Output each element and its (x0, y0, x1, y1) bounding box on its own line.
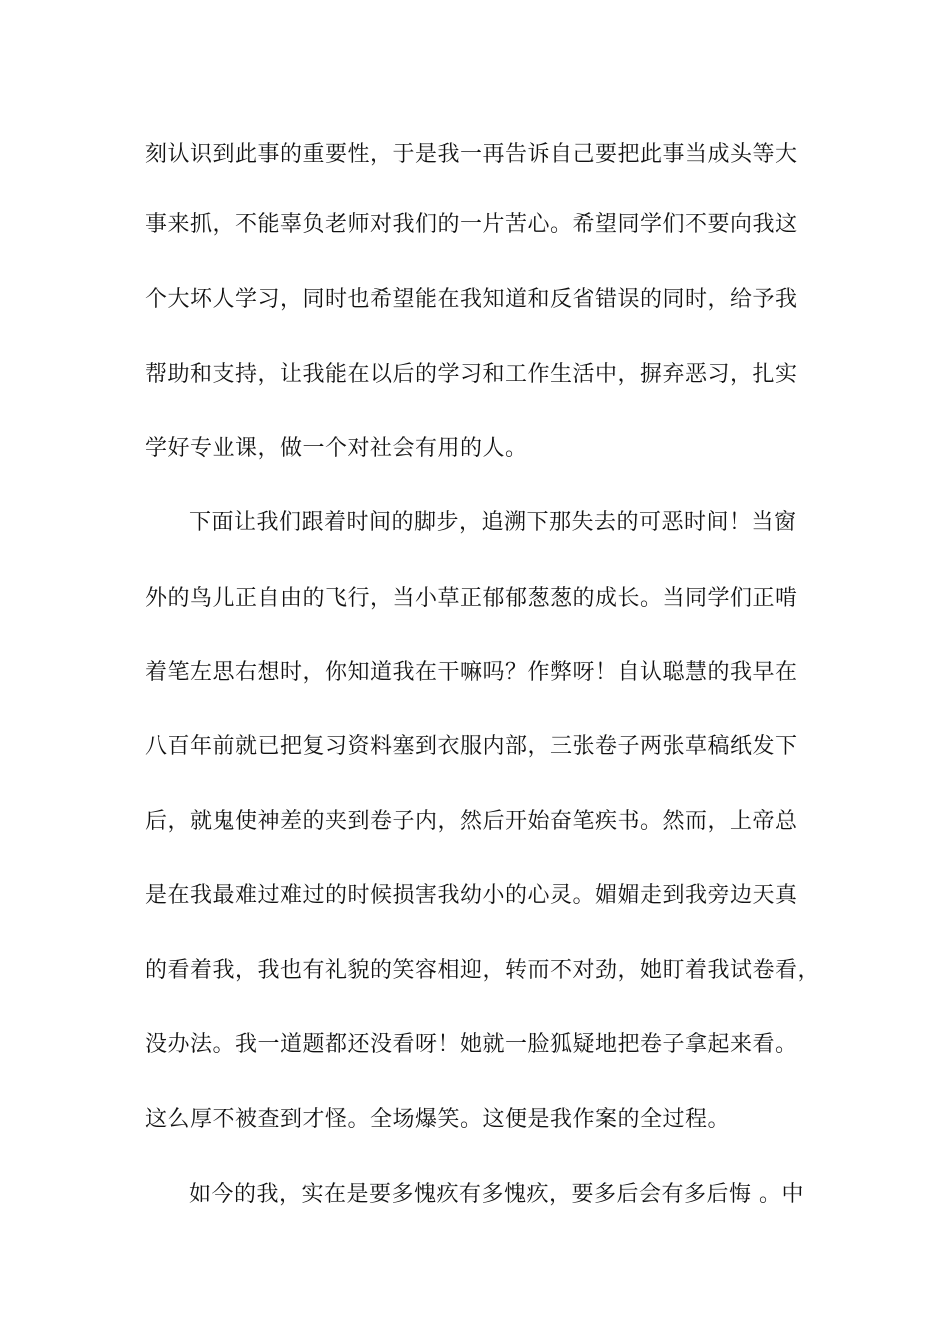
text-line-5: 学好专业课，做一个对社会有用的人。 (145, 436, 528, 461)
text-line-1: 刻认识到此事的重要性，于是我一再告诉自己要把此事当成头等大 (145, 142, 798, 167)
text-line-4: 帮助和支持，让我能在以后的学习和工作生活中，摒弃恶习，扎实 (145, 362, 798, 387)
text-line-9: 八百年前就已把复习资料塞到衣服内部，三张卷子两张草稿纸发下 (145, 734, 798, 759)
paragraph-start-line-2: 如今的我，实在是要多愧疚有多愧疚，要多后会有多后悔 。中 (189, 1182, 804, 1207)
text-line-8: 着笔左思右想时，你知道我在干嘛吗？作弊呀！自认聪慧的我早在 (145, 660, 798, 685)
text-line-2: 事来抓，不能辜负老师对我们的一片苦心。希望同学们不要向我这 (145, 212, 798, 237)
text-line-10: 后，就鬼使神差的夹到卷子内，然后开始奋笔疾书。然而，上帝总 (145, 809, 798, 834)
text-line-12: 的看着我，我也有礼貌的笑容相迎，转而不对劲，她盯着我试卷看， (145, 958, 821, 983)
text-line-3: 个大坏人学习，同时也希望能在我知道和反省错误的同时，给予我 (145, 287, 798, 312)
text-line-11: 是在我最难过难过的时候损害我幼小的心灵。媚媚走到我旁边天真 (145, 883, 798, 908)
text-line-14: 这么厚不被查到才怪。全场爆笑。这便是我作案的全过程。 (145, 1107, 731, 1132)
text-line-7: 外的鸟儿正自由的飞行，当小草正郁郁葱葱的成长。当同学们正啃 (145, 586, 798, 611)
text-line-13: 没办法。我一道题都还没看呀！她就一脸狐疑地把卷子拿起来看。 (145, 1032, 798, 1057)
paragraph-start-line: 下面让我们跟着时间的脚步，追溯下那失去的可恶时间！当窗 (189, 510, 797, 535)
